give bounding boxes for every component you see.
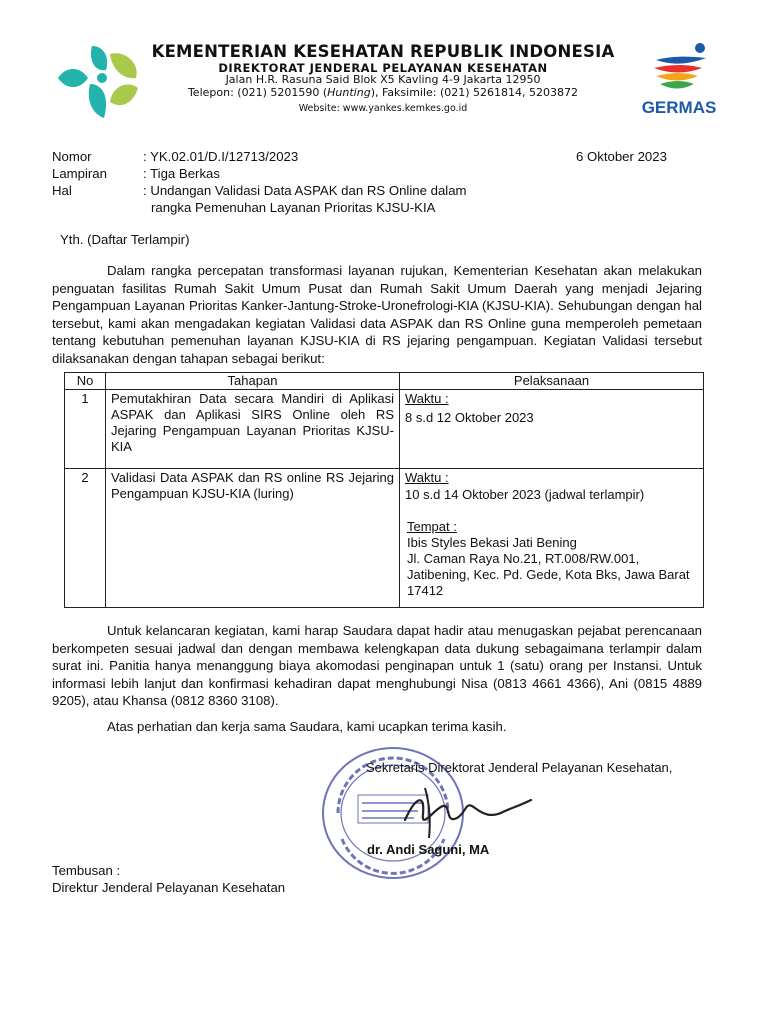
intro-paragraph: Dalam rangka percepatan transformasi layanan rujukan, Kementerian Kesehatan akan melakukan penguatan fasilitas Rumah Sakit Umum Pusat dan Rumah Sakit Umum Daerah yang menjadi Jejaring Pengampuan Layanan Prioritas Kanker-Jantung-Stroke-Uronefrologi-KIA (KJSU-KIA). Sehubungan dengan hal tersebut, kami akan mengadakan kegiatan Validasi data ASPAK dan RS Online guna memperoleh pemetaan tentang kebutuhan pemenuhan layanan KJSU-KIA di RS jejaring pengampuan. Kegiatan Validasi tersebut dilaksanakan dengan tahapan sebagai berikut: [52,263,702,366]
signature-scribble [395,778,535,848]
row-tahapan: Pemutakhiran Data secara Mandiri di Aplikasi ASPAK dan Aplikasi SIRS Online oleh RS Jejaring Pengampuan Layanan Prioritas KJSU-KIA [106,390,400,469]
info-paragraph: Untuk kelancaran kegiatan, kami harap Saudara dapat hadir atau menugaskan pejabat perencanaan berkompeten sesuai jadwal dan dengan membawa kelengkapan data dukung sebagaimana terlampir dalam surat ini. Panitia hanya menanggung biaya akomodasi penginapan untuk 1 (satu) orang per Instansi. Untuk informasi lebih lanjut dan konfirmasi kehadiran dapat menghubungi Nisa (0813 4661 4366), Ani (0815 4889 9205), atau Khansa (0812 8360 3108). [52,623,702,709]
tempat-address: Jl. Caman Raya No.21, RT.008/RW.001, Jatibening, Kec. Pd. Gede, Kota Bks, Jawa Barat 17412 [407,551,690,598]
row-pelaksanaan [400,390,704,469]
directorate-name: DIREKTORAT JENDERAL PELAYANAN KESEHATAN [218,61,548,75]
tempat-name: Ibis Styles Bekasi Jati Bening [407,535,577,550]
signatory-title: Sekretaris Direktorat Jenderal Pelayanan Kesehatan, [366,760,673,775]
header-tahapan: Tahapan [106,373,400,390]
tahapan-table [64,372,704,608]
table-row [65,390,704,469]
letterhead-phone: Telepon: (021) 5201590 (Hunting), Faksimile: (021) 5261814, 5203872 [187,86,579,99]
germas-label: GERMAS [641,98,717,117]
waktu-label: Waktu : [405,470,449,485]
signatory-name: dr. Andi Saguni, MA [367,842,490,857]
ministry-name: KEMENTERIAN KESEHATAN REPUBLIK INDONESIA [151,42,615,61]
row-no: 2 [65,469,106,608]
tempat-label: Tempat : [407,519,457,534]
row-tahapan: Validasi Data ASPAK dan RS online RS Jejaring Pengampuan KJSU-KIA (luring) [106,469,400,608]
header-no: No [65,373,106,390]
letterhead-website: Website: www.yankes.kemkes.go.id [298,103,468,114]
waktu-label: Waktu : [405,391,449,406]
table-header-row [65,373,704,390]
nomor-label: Nomor [52,149,92,164]
hal-label: Hal [52,183,72,198]
lampiran-label: Lampiran [52,166,107,181]
waktu-value: 8 s.d 12 Oktober 2023 [405,410,534,425]
hal-value: : Undangan Validasi Data ASPAK dan RS Online dalam [143,183,467,198]
nomor-value: : YK.02.01/D.I/12713/2023 [143,149,299,164]
salutation: Yth. (Daftar Terlampir) [60,232,190,247]
tembusan-label: Tembusan : [52,863,121,878]
letter-date: 6 Oktober 2023 [576,149,667,164]
row-pelaksanaan [400,469,704,608]
lampiran-value: : Tiga Berkas [143,166,220,181]
tembusan-recipient: Direktur Jenderal Pelayanan Kesehatan [52,880,286,895]
closing-line: Atas perhatian dan kerja sama Saudara, kami ucapkan terima kasih. [107,719,507,734]
kemenkes-logo [52,40,144,124]
hal-value-cont: rangka Pemenuhan Layanan Prioritas KJSU-KIA [151,200,436,215]
waktu-value: 10 s.d 14 Oktober 2023 (jadwal terlampir) [405,487,645,502]
letterhead-address: Jalan H.R. Rasuna Said Blok X5 Kavling 4-9 Jakarta 12950 [225,73,541,86]
header-pelaksanaan: Pelaksanaan [400,373,704,390]
table-row [65,469,704,608]
row-no: 1 [65,390,106,469]
